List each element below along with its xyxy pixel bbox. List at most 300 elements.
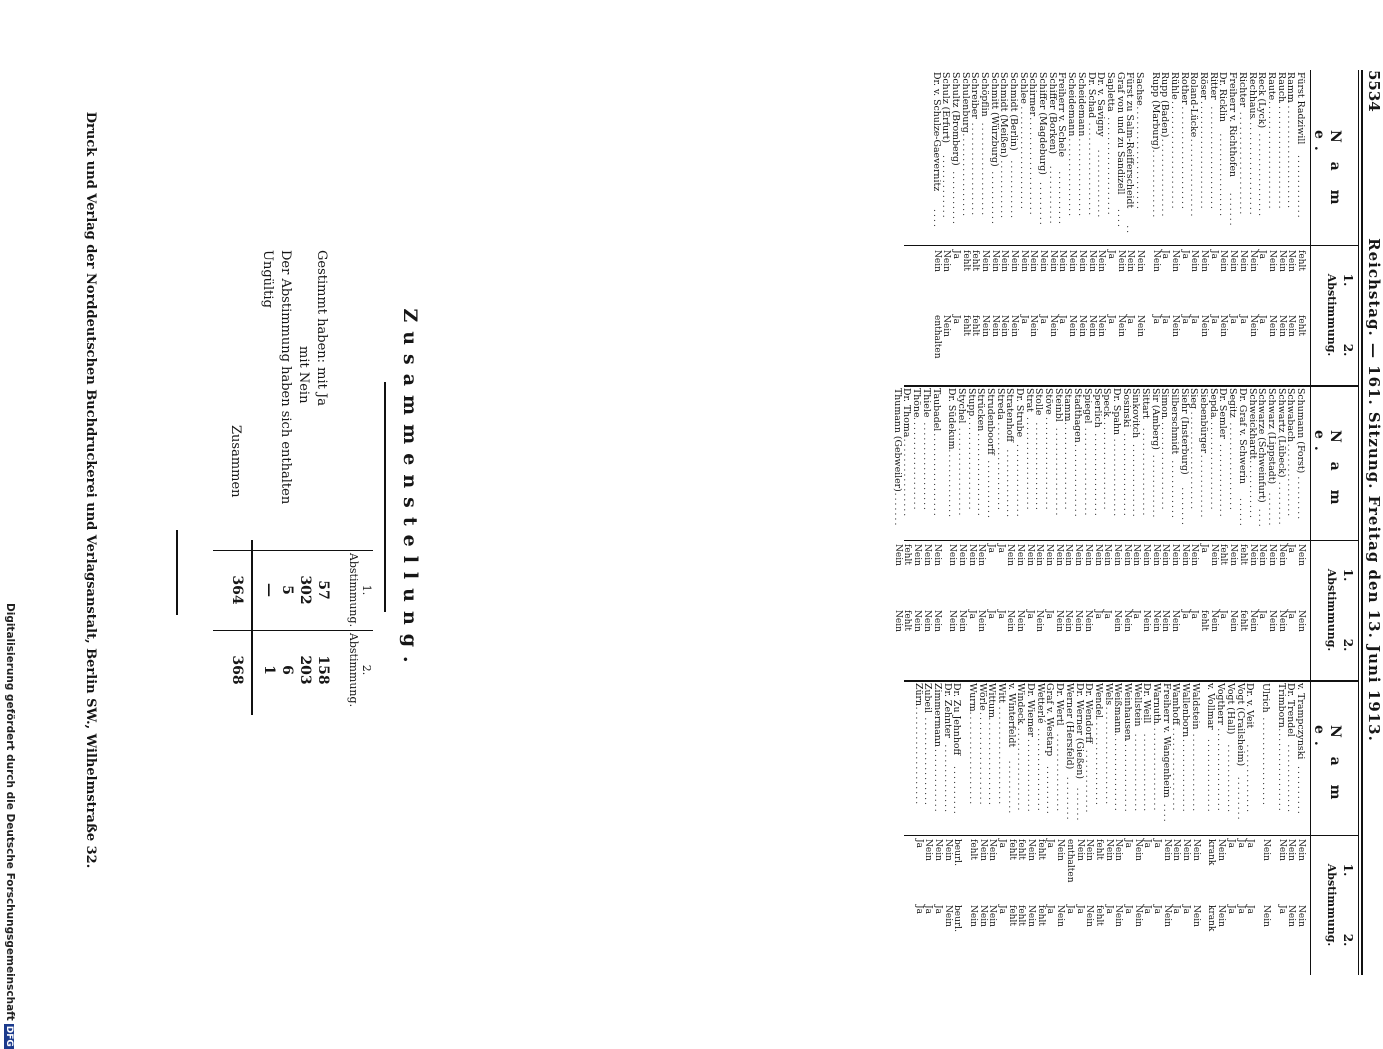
table-row <box>1161 683 1171 975</box>
vote-2: Nein <box>912 610 923 632</box>
vote-1: Nein <box>1228 544 1239 566</box>
table-row <box>1208 388 1218 678</box>
table-row <box>1276 388 1286 678</box>
vote-2: Ja <box>1181 905 1192 914</box>
member-name: Dr. Südekum <box>946 388 958 450</box>
vote-2: Nein <box>1247 610 1258 632</box>
dot-leader: ............ <box>1169 460 1181 520</box>
member-name: Dr. Graf v. Schwerin <box>1236 388 1248 484</box>
vote-2: Nein <box>989 315 1000 337</box>
dot-leader: ................. <box>1091 433 1103 518</box>
vote-1: Nein <box>1044 544 1055 566</box>
member-name: Sachse <box>1134 72 1145 106</box>
table-row <box>1245 683 1255 975</box>
vote-1: fehlt <box>1006 839 1017 860</box>
table-row <box>1016 683 1026 975</box>
summary-value: 302 <box>297 575 313 605</box>
vote-1: Nein <box>1160 544 1171 566</box>
col1-vote-header <box>1311 245 1355 385</box>
table-row <box>1266 388 1276 678</box>
vote-1: Nein <box>1181 839 1192 861</box>
member-name: Schulz (Erfurt) <box>940 72 952 144</box>
table-row <box>970 72 980 384</box>
dot-leader: ................. <box>959 133 971 219</box>
table-row <box>1160 72 1170 384</box>
table-row <box>1169 72 1179 384</box>
member-name: Schultz (Bromberg) <box>949 72 961 166</box>
table-row <box>977 683 987 975</box>
member-name: Schreiber <box>969 72 981 119</box>
vote-2: Nein <box>1076 315 1087 337</box>
summary-value: 5 <box>279 585 295 595</box>
table-row <box>931 388 941 678</box>
vote-1: Ja <box>1142 839 1153 848</box>
table-row <box>1025 683 1035 975</box>
summary-total-rule <box>251 540 253 715</box>
dot-leader: ................. <box>1112 728 1124 813</box>
summary-col2-label: 2. Abstimmung. <box>347 632 373 708</box>
dot-leader: ................ <box>1141 733 1153 814</box>
table-row <box>1103 683 1113 975</box>
vote-2: Nein <box>1296 610 1306 632</box>
dot-leader: ............. <box>1295 155 1306 220</box>
vote-2: Nein <box>941 315 952 337</box>
dot-leader: ................... <box>1043 417 1055 512</box>
member-name: Stychel <box>955 388 967 424</box>
dot-leader: ............. <box>1198 454 1210 520</box>
dot-leader: .... <box>1160 803 1172 824</box>
dot-leader: ....................... <box>1285 95 1297 211</box>
member-name: Freiherr v. Wangenheim <box>1160 683 1172 798</box>
vote-2: Ja <box>1152 905 1163 914</box>
vote-2: Nein <box>1286 905 1297 927</box>
table-row <box>1208 72 1218 384</box>
member-name: Wamhoff <box>1170 683 1182 725</box>
vote-2: Nein <box>1115 315 1126 337</box>
vote-1: Nein <box>1189 544 1200 566</box>
member-name: Dr. Ricklin <box>1217 72 1229 122</box>
vote-2: Ja <box>1179 610 1190 619</box>
member-name: Stadthagen <box>1072 388 1084 443</box>
vote-2: Nein <box>1015 610 1026 632</box>
vote-2: Ja <box>913 905 924 914</box>
table-row <box>1286 683 1296 975</box>
table-row <box>941 72 951 384</box>
vote-1: Nein <box>1082 544 1093 566</box>
table-row <box>999 72 1009 384</box>
dot-leader: .... <box>930 209 942 229</box>
vote-1: Nein <box>1063 544 1074 566</box>
vote-2: Nein <box>1086 315 1097 337</box>
member-name: Schiffer (Borken) <box>1046 72 1058 154</box>
table-row <box>1260 683 1270 975</box>
table-row <box>1228 72 1238 384</box>
dot-leader: ................. <box>1217 133 1229 219</box>
vote-1: fehlt <box>968 839 978 860</box>
vote-1: Ja <box>1152 839 1163 848</box>
table-row <box>1005 388 1015 678</box>
table-row <box>1295 72 1305 384</box>
vote-1: Nein <box>976 544 987 566</box>
table-row <box>1053 388 1063 678</box>
table-row <box>1047 72 1057 384</box>
dot-leader: .. <box>1124 225 1136 236</box>
vote-1: Nein <box>912 544 923 566</box>
vote-1: Nein <box>1141 544 1151 566</box>
vote-2: Nein <box>1028 315 1039 337</box>
member-name: Schumann (Forst) <box>1295 388 1306 474</box>
dot-leader: ...................... <box>1198 101 1210 211</box>
vote-2: Nein <box>1170 315 1181 337</box>
dot-leader: ............ <box>998 160 1010 221</box>
member-name: v. Trampczynski <box>1295 683 1306 760</box>
table-row <box>923 683 933 975</box>
dot-leader: ................... <box>965 417 977 512</box>
dot-leader: ............ <box>985 460 996 520</box>
page-number: 5534 <box>1365 70 1383 112</box>
member-name: Speck <box>1101 388 1113 417</box>
vote1-header: 1. <box>1341 568 1355 582</box>
dot-leader: ................... <box>1062 417 1074 512</box>
table-row <box>1235 683 1245 975</box>
summary-rule <box>384 382 386 612</box>
vote-1: fehlt <box>1035 839 1046 860</box>
vote-2: Nein <box>1247 315 1258 337</box>
summary-value: — <box>261 583 277 597</box>
dot-leader: ............... <box>1217 444 1229 519</box>
vote-1: Ja <box>950 250 961 259</box>
dot-leader: .......... <box>951 766 963 816</box>
vote-1: Nein <box>941 250 952 272</box>
table-row <box>1113 683 1123 975</box>
vote-2: Ja <box>1102 610 1113 619</box>
table-row <box>1096 72 1106 384</box>
member-name: Sapletta <box>1104 72 1116 112</box>
dot-leader: ...... <box>1236 498 1248 528</box>
vote-2: Nein <box>1276 610 1287 632</box>
vote-1: Nein <box>1005 544 1016 566</box>
table-row <box>1140 388 1150 678</box>
table-row <box>1169 388 1179 678</box>
table-row <box>1115 72 1125 384</box>
dot-leader: .................. <box>1081 427 1093 518</box>
col3-vote-header <box>1311 835 1355 975</box>
table-row <box>1132 683 1142 975</box>
table-row <box>1064 683 1074 975</box>
member-name: Siehr (Insterburg) <box>1178 388 1190 475</box>
vote-1: fehlt <box>960 250 971 271</box>
member-name: Ulrich <box>1259 683 1271 713</box>
member-name: Dr. Spahn <box>1110 388 1122 436</box>
table-row <box>1142 683 1152 975</box>
vote-1: Nein <box>1055 839 1066 861</box>
dot-leader: ................... <box>1085 122 1097 218</box>
vote-1: Nein <box>1135 250 1145 272</box>
vote-2: enthalten <box>931 315 942 359</box>
member-name: Raute <box>1265 72 1277 101</box>
member-name: Stratenhoff <box>1004 388 1016 442</box>
vote-2: Ja <box>1225 905 1236 914</box>
dot-leader: ..................... <box>1134 106 1145 211</box>
table-row <box>1198 72 1208 384</box>
vote-1: Nein <box>1247 250 1258 272</box>
vote-1: Nein <box>923 839 934 861</box>
dot-leader: ......... <box>1063 776 1075 822</box>
vote-1: Nein <box>1103 839 1114 861</box>
table-row <box>1082 388 1092 678</box>
table-row <box>1121 388 1131 678</box>
summary-row-ungueltig: Ungültig <box>260 250 275 308</box>
vote-1: fehlt <box>1237 544 1248 565</box>
vote-1: Nein <box>1096 250 1107 272</box>
vote-1: Nein <box>1067 250 1078 272</box>
vote-table-col3 <box>913 683 1305 975</box>
vote-2: Nein <box>1111 610 1122 632</box>
dot-leader: .................. <box>1052 427 1064 518</box>
table-row <box>942 683 952 975</box>
member-name: Schwarz (Lippstadt) <box>1265 388 1277 485</box>
vote-1: Ja <box>1208 250 1219 259</box>
member-name: Weißmann <box>1112 683 1124 734</box>
dot-leader: ......... <box>1234 776 1246 822</box>
table-row <box>1206 683 1216 975</box>
vote-2: Nein <box>1084 905 1095 927</box>
dot-leader: ............... <box>1122 739 1133 814</box>
table-row <box>1247 72 1257 384</box>
vote-1: Nein <box>947 544 958 566</box>
vote-1: Nein <box>1276 250 1287 272</box>
member-name: Steinbl <box>1052 388 1064 422</box>
member-name: Wallenborn <box>1180 683 1192 738</box>
table-row <box>1076 72 1086 384</box>
vote-1: Nein <box>1026 839 1037 861</box>
vote-1: Nein <box>892 544 903 566</box>
vote-1: Nein <box>1102 544 1113 566</box>
vote-2: Ja <box>1142 905 1153 914</box>
table-row <box>1266 72 1276 384</box>
member-name: Schulenburg <box>959 72 971 133</box>
vote-2: Ja <box>1150 315 1161 324</box>
vote-1: Nein <box>1286 839 1297 861</box>
vote-1: Nein <box>1076 250 1087 272</box>
table-row <box>1043 388 1053 678</box>
dot-leader: .................. <box>1227 422 1239 513</box>
vote-2: Nein <box>1266 315 1277 337</box>
member-name: Dr. v. Schulze-Gaevernitz <box>930 72 942 192</box>
member-name: Dr. Strube <box>1014 388 1026 438</box>
vote-1: Nein <box>1132 839 1143 861</box>
vote-2: Nein <box>1150 610 1161 632</box>
name-header: N a m e. <box>1311 130 1343 212</box>
vote-1: Nein <box>1257 544 1268 566</box>
dot-leader: ..................... <box>1017 106 1029 211</box>
top-rule-thin <box>1358 70 1359 975</box>
vote1-header: 1. <box>1341 863 1355 877</box>
vote-1: Nein <box>1286 250 1297 272</box>
member-name: Vogt (Hall) <box>1224 683 1236 735</box>
vote-2: Nein <box>1053 610 1064 632</box>
member-name: Strat <box>1023 388 1035 413</box>
table-row <box>956 388 966 678</box>
table-row <box>1257 388 1267 678</box>
vote-2: Nein <box>976 610 987 632</box>
dot-leader: ............ <box>1008 160 1020 221</box>
dot-leader: ............. <box>940 155 952 220</box>
dot-leader: ............... <box>1205 739 1217 814</box>
vote-1: enthalten <box>1064 839 1075 883</box>
vote-2: Nein <box>1026 905 1037 927</box>
vote-1: Nein <box>977 839 988 861</box>
vote-1: Nein <box>1131 544 1142 566</box>
vote-1: fehlt <box>902 544 913 565</box>
vote-1: Nein <box>1115 250 1126 272</box>
col3-header <box>1311 680 1355 835</box>
member-name: Stöve <box>1043 388 1055 415</box>
member-name: Vogtherr <box>1215 683 1227 725</box>
dot-leader: ................. <box>1215 728 1227 813</box>
abstimmung-header: Abstimmung. <box>1325 863 1338 947</box>
table-row <box>1247 388 1257 678</box>
summary-col1-label: 1. Abstimmung. <box>347 552 373 628</box>
summary-total: 364 <box>229 575 245 605</box>
table-row <box>1225 683 1235 975</box>
vote-1: Nein <box>931 544 942 566</box>
vote-2: fehlt <box>1035 905 1046 926</box>
table-row <box>913 683 923 975</box>
dot-leader: ............... <box>1014 444 1026 519</box>
vote-1: Ja <box>1286 544 1297 553</box>
dot-leader: ................ <box>1188 138 1200 219</box>
member-name: Ritter <box>1207 72 1219 100</box>
member-name: Wels <box>1102 683 1114 706</box>
dot-leader: ................. <box>1066 133 1078 219</box>
table-row <box>1018 72 1028 384</box>
vote-2: Nein <box>1266 610 1277 632</box>
table-row <box>987 683 997 975</box>
dot-leader: ...................... <box>1265 101 1277 211</box>
vote-2: Nein <box>1135 315 1145 337</box>
vote-2: Ja <box>997 905 1008 914</box>
summary-title: Zusammenstellung. <box>399 308 421 672</box>
vote-1: Nein <box>1084 839 1095 861</box>
member-name: Dr. Wendorff <box>1083 683 1095 744</box>
table-row <box>932 683 942 975</box>
vote-1: Nein <box>1073 544 1084 566</box>
table-row <box>1105 72 1115 384</box>
vote-1: fehlt <box>1093 839 1104 860</box>
summary-value: 6 <box>279 665 295 675</box>
table-row <box>1073 388 1083 678</box>
table-row <box>1189 72 1199 384</box>
vote-2: Ja <box>1257 610 1268 619</box>
table-row <box>931 72 941 384</box>
table-row <box>1295 388 1305 678</box>
vote-table-col2 <box>892 388 1305 678</box>
vote-2: Nein <box>1170 610 1181 632</box>
member-name: Segitz <box>1227 388 1239 418</box>
vote-1: Nein <box>1216 839 1227 861</box>
vote-2: Ja <box>1228 315 1239 324</box>
member-name: Warnuth <box>1151 683 1163 724</box>
dot-leader: .............. <box>1244 744 1256 815</box>
table-row <box>1131 388 1141 678</box>
vote-2: Ja <box>1171 905 1182 914</box>
dot-leader: .............. <box>941 744 953 815</box>
member-name: Freiherr v. Richthofen <box>1227 72 1239 178</box>
dot-leader: ................... <box>1207 417 1219 512</box>
vote-2: fehlt <box>1006 905 1017 926</box>
vote-1: Nein <box>1015 544 1026 566</box>
vote-2: Ja <box>1235 905 1246 914</box>
member-name: Schirmer <box>1027 72 1039 117</box>
dot-leader: ............ <box>1246 460 1258 520</box>
dot-leader: ................... <box>1023 417 1035 512</box>
member-name: Ramm <box>1285 72 1297 103</box>
vote-2: Nein <box>1121 610 1132 632</box>
vote-1: Ja <box>995 544 1006 553</box>
member-name: Sieg <box>1188 388 1200 409</box>
dot-leader: ............. <box>1083 749 1095 815</box>
member-name: Graf von und zu Sandizell <box>1114 72 1126 195</box>
table-row <box>1216 683 1226 975</box>
page-header: Reichstag. — 161. Sitzung. Freitag den 13. Juni 1913. <box>1365 238 1383 742</box>
member-name: Simon <box>1159 388 1171 418</box>
vote-2: Nein <box>968 905 978 927</box>
vote-table-col1 <box>931 72 1305 384</box>
vote-1: Nein <box>1237 250 1248 272</box>
vote-2: Ja <box>1218 610 1229 619</box>
member-name: Stamm <box>1062 388 1074 422</box>
vote-1: Nein <box>1034 544 1045 566</box>
vote-2: Ja <box>986 610 996 619</box>
member-name: Schiffer (Magdeburg) <box>1037 72 1049 175</box>
summary-row-enthalten: Der Abstimmung haben sich enthalten <box>278 250 293 505</box>
dot-leader: ....... <box>1265 492 1277 528</box>
vote-1: beurl. <box>952 839 963 866</box>
member-name: Siebenbürger <box>1198 388 1210 454</box>
dot-leader: ................. <box>1120 433 1132 518</box>
name-header: N a m e. <box>1311 725 1343 807</box>
table-row <box>985 388 995 678</box>
vote-2: Ja <box>1045 905 1056 914</box>
member-name: Graf v. Westarp <box>1044 683 1056 757</box>
vote-2: Nein <box>1067 315 1078 337</box>
vote-2: Nein <box>1082 610 1093 632</box>
vote-1: Nein <box>1053 544 1064 566</box>
dot-leader: .................... <box>1104 117 1116 217</box>
vote-1: Nein <box>1266 544 1277 566</box>
dot-leader: .................... <box>1102 706 1114 807</box>
dot-leader: ............... <box>1130 444 1142 519</box>
dfg-logo: DFG <box>4 1025 14 1047</box>
table-row <box>1086 72 1096 384</box>
table-row <box>1134 72 1144 384</box>
vote-1: Ja <box>997 839 1008 848</box>
member-name: Freiherr v. Schele <box>1056 72 1068 158</box>
vote-1: Nein <box>942 839 953 861</box>
vote-1: Nein <box>1189 250 1200 272</box>
digitization-text: Digitalisierung gefördert durch die Deutsche Forschungsgemeinschaft <box>4 603 16 1021</box>
vote-2: Nein <box>1063 610 1074 632</box>
member-name: Trimborn <box>1275 683 1287 728</box>
vote-1: Nein <box>1266 250 1277 272</box>
member-name: v. Vollmar <box>1205 683 1217 730</box>
dot-leader: ........... <box>1056 171 1068 226</box>
member-name: Schwartz (Lübeck) <box>1275 388 1287 478</box>
vote-1: Nein <box>1170 544 1181 566</box>
table-row <box>1150 388 1160 678</box>
dot-leader: .... <box>1256 508 1268 529</box>
